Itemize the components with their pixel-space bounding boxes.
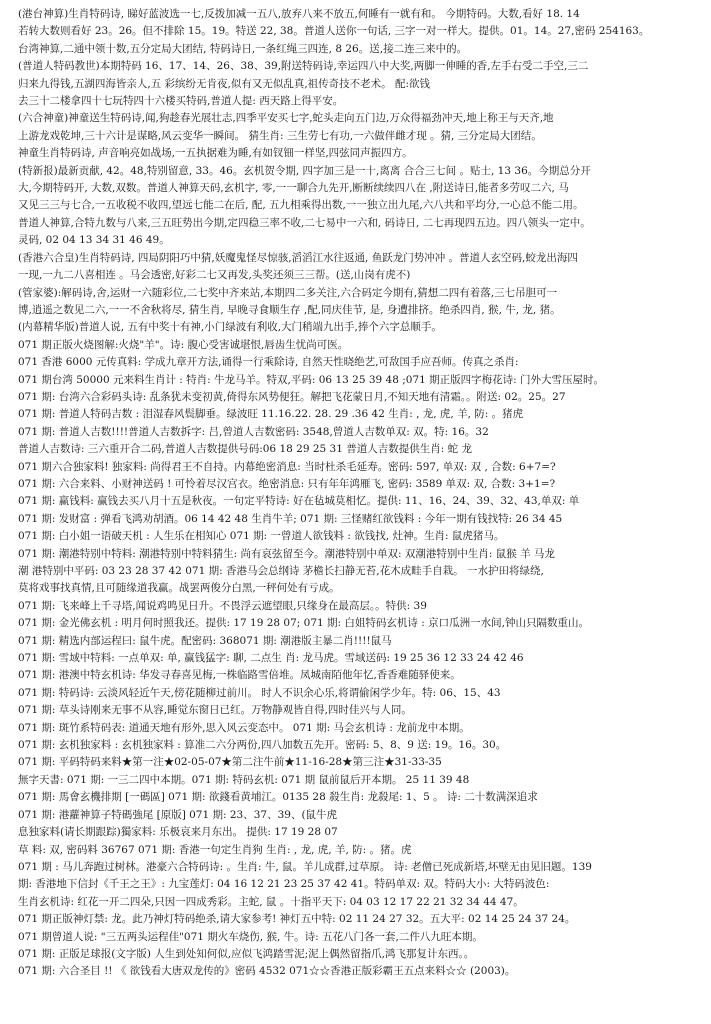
text-line: 071 期: 赢钱料: 赢钱去买八月十五是秋夜。一句定平特诗: 好在毡城莫相忆。提供: 11、16、24、39、32、43,单双: 单 [18,495,580,508]
text-line: 071 期: 六合圣目 !! 《 欲钱看大唐双龙传的》密码 4532 071☆☆香港正版彩霸王五点来料☆☆ (2003)。 [18,965,516,978]
text-line: 071 期: 斑竹系特码表: 道通天地有形外,思入风云变态中。 071 期: 马会玄机诗 : 龙前龙中本期。 [18,721,470,734]
text-line: 071 期正版火烧图解:火烧"羊"。诗: 腹心受害诚堪恨,唇齿生忧尚可医。 [18,338,349,351]
text-line: 071 期: 普道人吉数!!!!普道人吉数拆字: 吕,曾道人吉数密码: 3548,曾道人吉数单双: 双。特: 16。32 [18,425,489,438]
text-line: 普道人吉数诗: 三六重开合二码,普道人吉数提供号码:06 18 29 25 31 普道人吉数提供生肖: 蛇 龙 [18,443,472,456]
text-line: 台湾神算,二通中领十数,五分定局大团结, 特码诗日,一条红绳三四连, 8 26。送,接二连三来中的。 [18,42,468,55]
text-line: 草 料: 双, 密码料 36767 071 期: 香港一句定生肖狗 生肖: , 龙, 虎, 羊, 防: 。猪。虎 [18,843,412,856]
text-line: 去三十二楼拿四十七玩特四十六楼买特码,普道人提: 西天路上得平安。 [18,95,344,108]
text-line: 071 期: 白小姐一语破天机 : 人生乐在相知心 071 期: 一曾道人欲钱料 : 欲钱找, 灶神。生肖: 鼠虎猪马。 [18,530,505,543]
text-line: 071 期 : 马儿奔跑过树林。港豪六合特码诗: 。生肖: 牛, 鼠。羊儿成群,过草原。 诗: 老僧已死成新塔,坏壁无由见旧题。139 [18,860,592,873]
text-line: 071 期曾道人说: "三五两头运程佳"071 期火车烧伤, 猴, 牛。诗: 五花八门各一套,二件八九旺本期。 [18,930,483,943]
text-line: 071 期: 台湾六合彩码头诗: 乱条犹未变初黄,倚得东风势便狂。解把飞花蒙日月,不知天地有清霜。。附送: 02。25。27 [18,390,566,403]
text-line: 071 期: 港蘿神算子特碼強尾 [原版] 071 期: 23、37、39、(鼠牛虎 [18,808,338,821]
text-line: 又见三三与七合,一五收税不收四,望远七能二在后, 配, 五九相乘得出数,一一独立出九尾,六八共和平均分,一心总不能二用。 [18,199,584,212]
text-line: 息独家料(请长期跟踪)獨家料: 乐极哀来月东出。 提供: 17 19 28 07 [18,826,338,839]
text-line: (香港六合皇)生肖特码诗, 四局阴阳巧中猜,妖魔鬼怪尽惊骇,滔滔江水往返通, 鱼跃龙门势冲冲 。普道人玄空码,蛟龙出海四 [18,251,578,264]
text-line: 071 期: 飞来峰上千寻塔,闻说鸡鸣见日升。不畏浮云遮望眼,只缘身在最高层。。特供: 39 [18,599,427,612]
text-line: 071 香港 6000 元传真料: 学成九章开方法,诵得一行乘除诗, 自然天性晓绝艺,可敌国手应吾师。传真之杀肖: [18,356,519,369]
text-line: 潮 港特别中平码: 03 23 28 37 42 071 期: 香港马会总纲诗 茅檐长扫静无苔,花木成畦手自栽。 一水护田将绿绕, [18,565,544,577]
text-line: 一现,一九二八喜相连 。马会透密,好彩二七又再发,头奖还须三三帮。(送,山岗有虎不) [18,269,411,282]
text-line: 若转大数则看好 23。26。但不排除 15。19。特送 22, 38。普道人送你一句话, 三字一对一样大。提供。01。14。27,密码 254163。 [18,25,650,38]
text-line: 神童生肖特码诗, 声音响亮如战场,一五执据难为睡,有如钗钿一样坚,四弦同声振四方。 [18,147,413,160]
text-line: (港台神算)生肖特码诗, 睇好蓝波选一七,反拨加减一五八,放弃八来不放五,何睡有一就有和。 今期特码。大数,看好 18. 14 [18,8,580,20]
text-line: (六合神童)神童送生特码诗,闻,狗趁春光展壮志,四季平安买七字,蛇头走向五门边,万众得福劲冲天,地上称王与天齐,地 [18,112,554,125]
text-line: 期: 香港地下信封《千王之王》: 九宝莲灯: 04 16 12 21 23 25 37 42 41。特码单双: 双。特码大小: 大特码波色: [18,878,550,891]
text-line: 071 期: 金光佛玄机 : 明月何时照我还。提供: 17 19 28 07; 071 期: 白姐特码玄机诗 : 京口瓜洲一水间,钟山只隔数重山。 [18,617,589,630]
text-line: 大,今期特码开, 大数,双数。普道人神算天码,玄机字, 零,一一聊合九先开,断断续续四八在 ,附送诗日,能者多劳叹二六, 马 [18,182,569,195]
text-line: 無字天書: 071 期: 一三二四中本期。071 期: 特码玄机: 071 期 鼠前鼠后开本期。 25 11 39 48 [18,773,470,786]
text-line: 归来九得钱,五湖四海皆亲人,五 彩缤纷无肯夜,似有又无似乱真,祖传奇技不老术。 配:欲钱 [18,77,431,90]
text-line: 071 期: 正版足球报(文字版) 人生到处知何似,应似飞鸿踏雪泥;泥上偶然留指爪,鸿飞那复计东西。。 [18,947,475,960]
text-line: 071 期: 雪域中特料: 一点单双: 单, 赢钱猛字: 聊, 二点生 肖: 龙马虎。雪域送码: 19 25 36 12 33 24 42 46 [18,652,524,665]
text-line: (特新报)最新贡献, 42。48,特别留意, 33。46。玄机贺令期, 四字加三是一十,离离 合合三七间 。贴士, 13 36。今期总分开 [18,164,591,177]
text-line: 莫将戏事找真情,且可随缘道我赢。战罢两俊分白黑,一秤何处有亏成。 [18,582,340,595]
text-line: 071 期台湾 50000 元来料生肖计 : 特肖: 牛龙马羊。特双,平码: 06 13 25 39 48 ;071 期正版四字梅花诗: 门外大雪压屋时。 [18,373,605,386]
text-line: 071 期: 馬會玄機排期 [一碼區] 071 期: 欲錢看黄埔江。0135 28 殺生肖: 龙殺尾: 1、5 。 诗: 二十数满深追求 [18,791,538,804]
text-line: (管家婆):解码诗,舍,运财一六随彩位,二七奖中齐来站,本期四二多关注,六合码定今期有,猜想二四有着落,三七吊胆可一 [18,286,558,299]
text-line: 071 期: 六合来料、小财神送码 ! 可怜着尽汉宫衣。绝密消息: 只有年年鸿雁飞, 密码: 3589 单双: 双, 合数: 3+1=? [18,477,556,490]
text-line: 普道人神算,合特九数与八来,三五旺势出今期,定四稳三率不收,二七易中一六和, 码诗日, 二七再现四五边。四八领头一定中。 [18,216,591,229]
text-line: (普道人特码教世)本期特码 16、17、14、26、38、39,附送特码诗,幸运四八中大奖,两脚一伸睡的香,左手右受二手空,三二 [18,60,589,73]
text-line: 071 期: 特码诗: 云淡风轻近午天,傍花随柳过前川。 时人不识余心乐,将谓偷闲学少年。特: 06、15、43 [18,686,501,699]
text-line: 071 期: 普道人特码吉数 : 泪湿春风鬓脚垂。绿波旺 11.16.22. 28. 29 .36 42 生肖: , 龙, 虎, 羊, 防: 。猪虎 [18,408,524,421]
text-line: 071 期正版神灯禁: 龙。此乃神灯特码绝杀,请大家参考! 神灯五中特: 02 11 24 27 32。五大平: 02 14 25 24 37 24。 [18,913,576,926]
text-line: 071 期: 玄机独家料 : 玄机独家料 : 算准二六分两份,四八加数五先开。密码: 5、8、9 送: 19。16。30。 [18,739,507,752]
text-line: 上游龙戏乾坤,三十六计是谋略,风云变华一瞬间。 猜生肖: 三生劳七有功,一六做伴雌才现 。猜, 三分定局大团结。 [18,129,542,142]
text-line: 071 期: 精选内部运程曰: 鼠牛虎。配密码: 368071 期: 潮港版主暴二肖!!!!鼠马 [18,634,392,647]
text-line: 071 期: 潮港特别中特料: 潮港特别中特料猜生: 尚有哀弦留至今。潮港特别中单双: 双潮港特别中生肖: 鼠猴 羊 马龙 [18,547,555,560]
text-line: 灵码, 02 04 13 34 31 46 49。 [18,234,170,247]
text-line: 071 期: 发财富 : 弹看飞鸿劝胡酒。06 14 42 48 生肖牛羊; 071 期: 三怪赌红欲钱料 : 今年一期有钱找特: 26 34 45 [18,512,563,525]
text-line: (内幕精华版)普道人说, 五有中奖十有神,小门绿波有利收,大门稍端九出手,捧个六字总顺手。 [18,321,442,334]
text-line: 071 期: 港澳中特玄机诗: 华发寻春喜见梅,一株临路雪倍堆。凤城南陌他年忆,香香难随驿使来。 [18,669,461,682]
text-line: 071 期: 平码特码来料★第一注★02-05-07★第二注牛前★11-16-28★第三注★31-33-35 [18,756,442,769]
text-line: 071 期: 草头诗刚来无事不从容,睡觉东窗日已红。万物静观皆自得,四时佳兴与人同。 [18,704,412,717]
text-line: 博,逍遥之数见二六,一一不舍秋将尽, 猜生肖, 早晚寻食顺生存 ,配,同庆佳节, 是, 身遭排挤。绝杀四肖, 猴, 牛, 龙, 猪。 [18,303,561,316]
text-line: 071 期六合独家料! 独家料: 尚得君王不自持。内幕绝密消息: 当时杜杀毛延寿。密码: 597, 单双: 双 , 合数: 6+7=? [18,460,556,473]
text-line: 生肖玄机诗: 红花一开二四朵,只因一四成秀彩。主蛇, 鼠 。十指平天下: 04 03 12 17 22 21 32 34 44 47。 [18,895,524,908]
